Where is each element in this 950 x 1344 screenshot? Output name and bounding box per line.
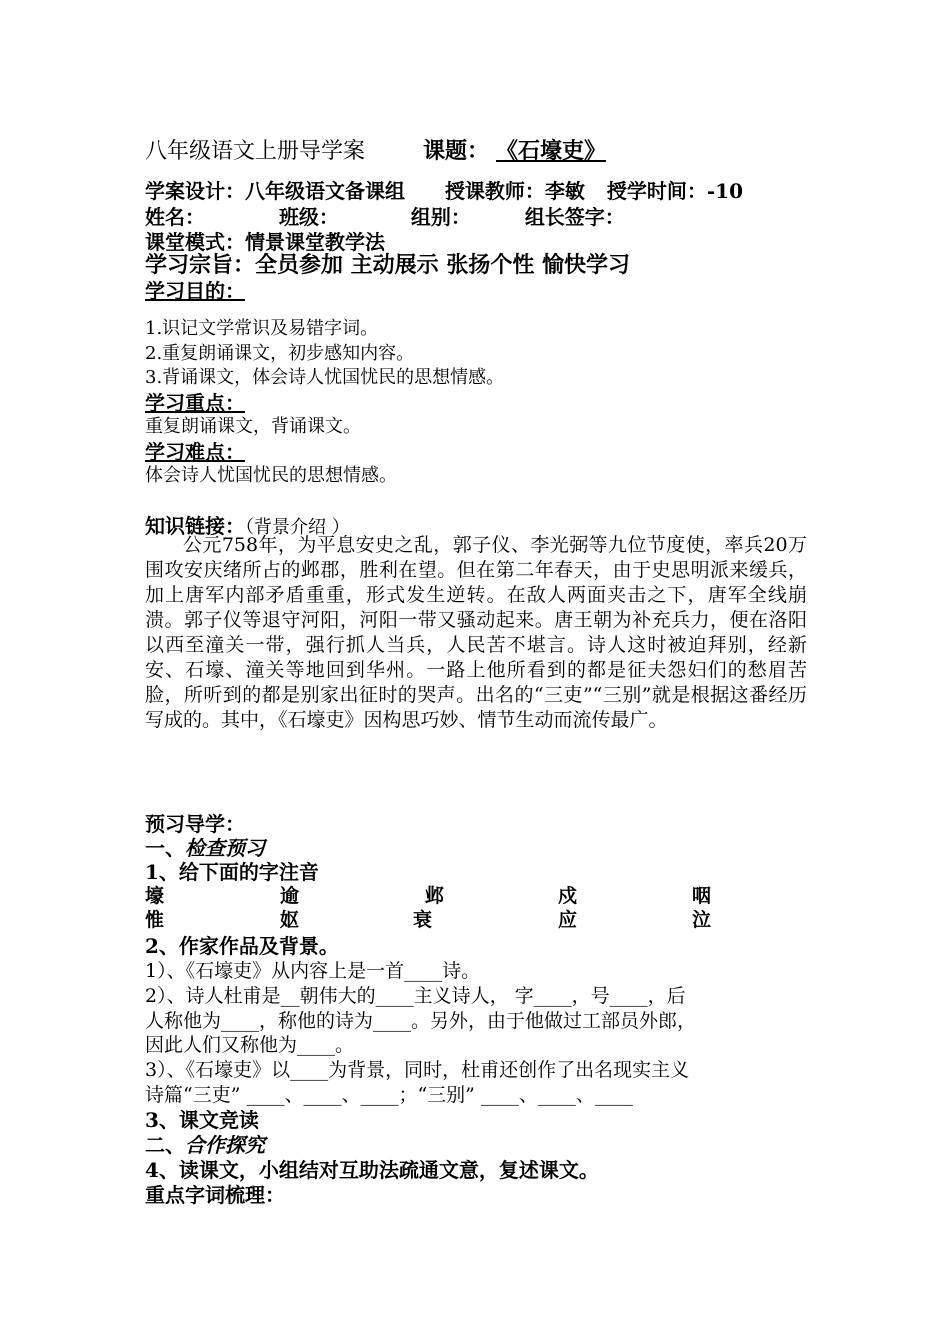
topic-label: 课题：	[423, 138, 490, 164]
char-row1-1: 壕	[145, 885, 165, 907]
part1-number: 一、	[145, 836, 185, 860]
design-label: 学案设计：	[145, 179, 245, 203]
topic-value: 《石壕吏》	[496, 138, 607, 164]
question-5: 重点字词梳理：	[145, 1183, 285, 1207]
part2-number: 二、	[145, 1133, 185, 1157]
question-4: 4、读课文，小组结对互助法疏通文意，复述课文。	[145, 1158, 599, 1182]
part1-title: 检查预习	[185, 836, 265, 860]
background-paragraph	[145, 533, 807, 733]
time-value: -10	[706, 179, 744, 203]
char-row1-3: 邺	[425, 885, 445, 907]
char-row2-1: 惟	[145, 909, 165, 931]
char-row2-2: 妪	[280, 909, 300, 931]
char-row2-5: 泣	[692, 909, 712, 931]
background-text: 公元758年，为平息安史之乱，郭子仪、李光弼等九位节度使，率兵20万围攻安庆绪所占的邺郡，胜利在望。但在第二年春天，由于史思明派来缓兵，加上唐军内部矛盾重重，形式发生逆转。在敌人两面夹击之下，唐军全线崩溃。郭子仪等退守河阳，河阳一带又骚动起来。唐王朝为补充兵力，便在洛阳以西至潼关一带，强行抓人当兵，人民苦不堪言。诗人这时被迫拜别，经新安、石壕、潼关等地回到华州。一路上他所看到的都是征夫怨妇们的愁眉苦脸，所听到的都是别家出征时的哭声。出名的“三吏”“三别”就是根据这番经历写成的。其中，《石壕吏》因构思巧妙、情节生动而流传最广。	[145, 534, 807, 731]
char-row1-4: 戍	[558, 885, 578, 907]
teacher-label: 授课教师：	[444, 179, 545, 203]
part2-title: 合作探究	[185, 1133, 265, 1157]
group-field-label: 组别：	[410, 205, 471, 229]
class-field-label: 班级：	[278, 205, 339, 229]
meta-line	[145, 175, 743, 204]
title-line	[145, 134, 606, 165]
name-field-label: 姓名：	[145, 205, 205, 229]
char-row2-3: 衰	[413, 909, 433, 931]
q2-line-6: 诗篇“三吏” ____、____、____；“三别” ____、____、____	[145, 1084, 633, 1106]
learning-motto: 学习宗旨：全员参加 主动展示 张扬个性 愉快学习	[145, 252, 630, 278]
difficulties-text: 体会诗人忧国忧民的思想情感。	[145, 465, 397, 486]
goal-item-3: 3.背诵课文，体会诗人忧国忧民的思想情感。	[145, 367, 505, 388]
q2-line-2: 2）、诗人杜甫是__朝伟大的____主义诗人， 字____，号____，后	[145, 985, 686, 1007]
teacher-value: 李敏	[544, 179, 585, 203]
key-points-text: 重复朗诵课文，背诵课文。	[145, 416, 361, 437]
q2-line-4: 因此人们又称他为____。	[145, 1034, 355, 1056]
q2-line-3: 人称他为____，称他的诗为____。另外，由于他做过工部员外郎，	[145, 1010, 697, 1032]
difficulties-heading: 学习难点：	[145, 440, 245, 464]
question-3: 3、课文竞读	[145, 1108, 259, 1132]
design-value: 八年级语文备课组	[245, 179, 405, 203]
goal-item-1: 1.识记文学常识及易错字词。	[145, 318, 379, 339]
char-row2-4: 应	[558, 909, 578, 931]
char-row1-5: 咽	[692, 885, 712, 907]
goal-item-2: 2.重复朗诵课文，初步感知内容。	[145, 343, 415, 364]
q2-line-5: 3）、《石壕吏》以____为背景，同时，杜甫还创作了出名现实主义	[145, 1059, 690, 1081]
key-points-heading: 学习重点：	[145, 391, 245, 415]
leader-field-label: 组长签字：	[524, 205, 625, 229]
doc-title: 八年级语文上册导学案	[145, 139, 366, 164]
char-row1-2: 逾	[280, 885, 300, 907]
class-mode: 课堂模式：情景课堂教学法	[145, 230, 385, 254]
preview-heading: 预习导学：	[145, 812, 245, 836]
time-label: 授学时间：	[606, 179, 707, 203]
knowledge-heading: 知识链接：	[145, 514, 245, 538]
knowledge-sub: （背景介绍 ）	[245, 517, 350, 538]
q2-line-1: 1）、《石壕吏》从内容上是一首____诗。	[145, 960, 481, 982]
question-1: 1、给下面的字注音	[145, 860, 319, 884]
question-2: 2、作家作品及背景。	[145, 934, 339, 958]
goals-heading: 学习目的：	[145, 279, 245, 303]
